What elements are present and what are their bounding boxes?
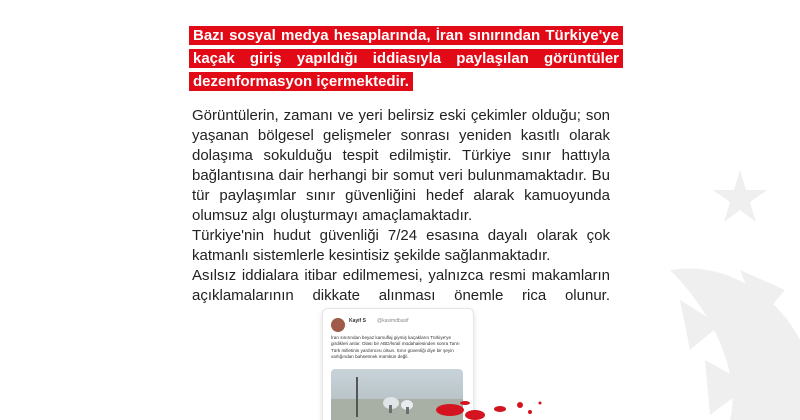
paragraph-line: yaşanan bölgesel gelişmeler sonrası yeniden kasıtlı olarak <box>192 127 610 144</box>
paragraph-line: tür paylaşımlar sınır güvenliğini hedef alarak kamuoyunda <box>192 187 610 204</box>
paragraph-line: olumsuz algı oluşturmayı amaçlamaktadır. <box>192 207 473 224</box>
paragraph-2 <box>192 226 610 266</box>
tweet-text: İran sınırından beyaz kamuflaj giymiş kaçakların Türkiye'ye girdikleri anlar. Olası bir ABD/İsrail müdahalesinden sonra Tanrı Türk milletinin yardımcısı olsun. Sınır güvenliği diye bir şeyin varlığından bahsetmek mümkün değil. <box>331 335 460 359</box>
paragraph-line: bağlantısına dair herhangi bir somut veri bulunmamaktadır. Bu <box>192 167 610 184</box>
headline-line-1: Bazı sosyal medya hesaplarında, İran sınırından Türkiye'ye <box>189 26 623 45</box>
paragraph-line: dolaşıma sokulduğu tespit edilmiştir. Türkiye sınır hattıyla <box>192 147 610 164</box>
tweet-author-name: Kayif S <box>349 318 366 324</box>
headline-line-2: kaçak giriş yapıldığı iddiasıyla paylaşılan görüntüler <box>189 49 623 68</box>
headline <box>189 26 623 95</box>
paragraph-1 <box>192 106 610 226</box>
headline-line-3: dezenformasyon içermektedir. <box>189 72 413 91</box>
paragraph-3 <box>192 266 610 306</box>
paragraph-line: Türkiye'nin hudut güvenliği 7/24 esasına dayalı olarak çok <box>192 227 610 244</box>
crescent-star-watermark-icon <box>610 150 800 420</box>
avatar <box>331 318 345 332</box>
paragraph-line: Asılsız iddialara itibar edilmemesi, yalnızca resmi makamların <box>192 267 610 284</box>
paragraph-line: katmanlı sistemlerle kesintisiz şekilde sağlanmaktadır. <box>192 247 551 264</box>
paragraph-line: açıklamalarının dikkate alınması önemle rica olunur. <box>192 287 610 304</box>
red-splatter-decoration <box>430 385 560 420</box>
paragraph-line: Görüntülerin, zamanı ve yeri belirsiz eski çekimler olduğu; son <box>192 107 610 124</box>
tweet-author-handle: @kasimdbasif <box>377 318 409 324</box>
